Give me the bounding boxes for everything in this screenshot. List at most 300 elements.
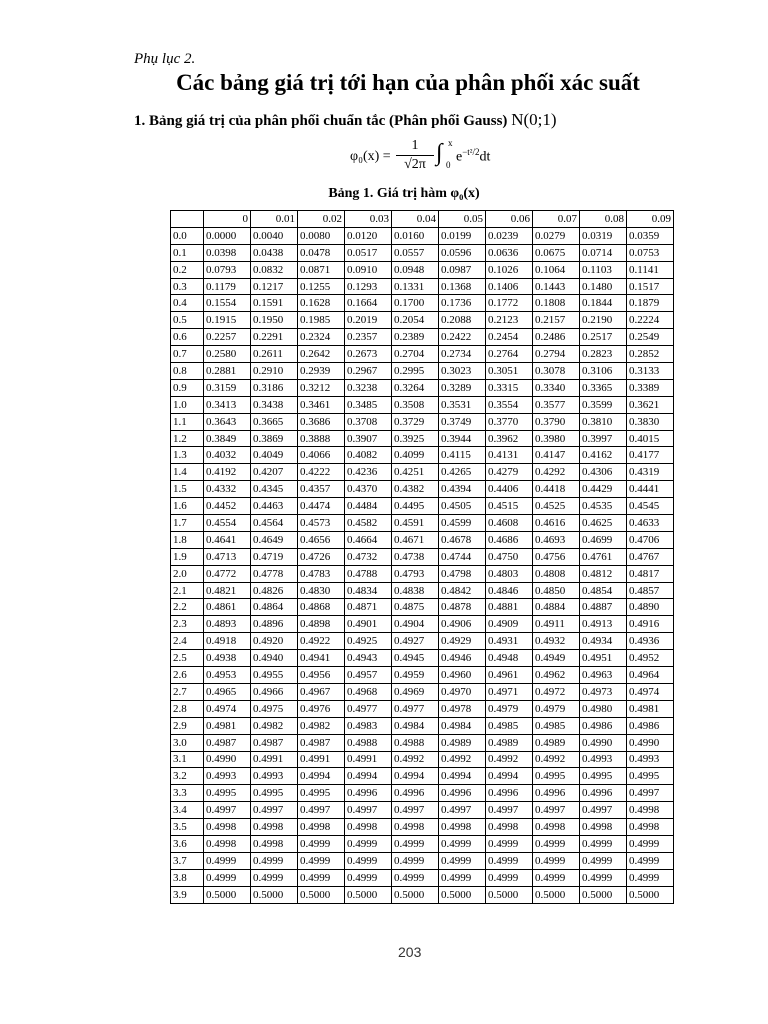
table-cell: 0.4957 [345, 667, 392, 684]
table-cell: 0.4994 [392, 768, 439, 785]
row-header: 1.9 [171, 548, 204, 565]
table-cell: 0.5000 [580, 886, 627, 903]
table-cell: 0.4997 [486, 802, 533, 819]
table-row [171, 667, 674, 684]
table-cell: 0.3869 [251, 430, 298, 447]
table-row [171, 819, 674, 836]
table-cell: 0.3643 [204, 413, 251, 430]
table-cell: 0.1808 [533, 295, 580, 312]
table-cell: 0.4992 [486, 751, 533, 768]
table-cell: 0.4719 [251, 548, 298, 565]
table-cell: 0.3238 [345, 379, 392, 396]
formula-lhs: φ₀(x) = [350, 149, 391, 164]
table-cell: 0.0910 [345, 261, 392, 278]
table-row [171, 751, 674, 768]
table-cell: 0.4968 [345, 683, 392, 700]
table-cell: 0.4997 [204, 802, 251, 819]
table-row [171, 785, 674, 802]
table-cell: 0.2486 [533, 329, 580, 346]
table-cell: 0.4945 [392, 650, 439, 667]
table-row [171, 683, 674, 700]
table-cell: 0.4861 [204, 599, 251, 616]
table-cell: 0.4994 [486, 768, 533, 785]
table-cell: 0.3212 [298, 379, 345, 396]
column-header: 0.05 [439, 211, 486, 228]
table-cell: 0.4608 [486, 515, 533, 532]
table-cell: 0.4940 [251, 650, 298, 667]
table-row [171, 346, 674, 363]
table-cell: 0.4834 [345, 582, 392, 599]
table-row [171, 413, 674, 430]
table-cell: 0.4868 [298, 599, 345, 616]
table-cell: 0.4699 [580, 531, 627, 548]
table-cell: 0.4999 [439, 869, 486, 886]
table-cell: 0.4938 [204, 650, 251, 667]
table-cell: 0.4732 [345, 548, 392, 565]
table-cell: 0.4932 [533, 633, 580, 650]
table-cell: 0.2611 [251, 346, 298, 363]
table-cell: 0.4798 [439, 565, 486, 582]
table-row [171, 227, 674, 244]
table-cell: 0.4846 [486, 582, 533, 599]
table-cell: 0.4738 [392, 548, 439, 565]
table-cell: 0.4251 [392, 464, 439, 481]
table-cell: 0.4772 [204, 565, 251, 582]
table-cell: 0.4989 [439, 734, 486, 751]
table-cell: 0.4664 [345, 531, 392, 548]
table-cell: 0.4943 [345, 650, 392, 667]
table-cell: 0.1591 [251, 295, 298, 312]
table-cell: 0.5000 [204, 886, 251, 903]
table-cell: 0.0517 [345, 244, 392, 261]
table-cell: 0.4911 [533, 616, 580, 633]
table-cell: 0.3554 [486, 396, 533, 413]
table-row [171, 531, 674, 548]
table-cell: 0.4987 [251, 734, 298, 751]
table-cell: 0.4793 [392, 565, 439, 582]
table-cell: 0.4999 [298, 835, 345, 852]
table-cell: 0.0557 [392, 244, 439, 261]
table-cell: 0.0319 [580, 227, 627, 244]
table-row [171, 599, 674, 616]
table-cell: 0.0714 [580, 244, 627, 261]
table-cell: 0.1879 [627, 295, 674, 312]
table-cell: 0.4394 [439, 481, 486, 498]
table-cell: 0.1480 [580, 278, 627, 295]
table-cell: 0.1915 [204, 312, 251, 329]
table-cell: 0.4830 [298, 582, 345, 599]
table-cell: 0.4999 [486, 869, 533, 886]
table-cell: 0.4993 [627, 751, 674, 768]
table-cell: 0.4881 [486, 599, 533, 616]
table-cell: 0.4920 [251, 633, 298, 650]
table-cell: 0.4999 [251, 869, 298, 886]
table-cell: 0.3830 [627, 413, 674, 430]
table-cell: 0.4972 [533, 683, 580, 700]
table-cell: 0.0120 [345, 227, 392, 244]
table-cell: 0.2881 [204, 363, 251, 380]
table-cell: 0.4983 [345, 717, 392, 734]
table-cell: 0.4162 [580, 447, 627, 464]
table-cell: 0.4265 [439, 464, 486, 481]
table-cell: 0.4319 [627, 464, 674, 481]
distribution-notation: N(0;1) [511, 110, 557, 129]
page-title: Các bảng giá trị tới hạn của phân phối xác suất [176, 70, 640, 95]
table-cell: 0.0239 [486, 227, 533, 244]
table-cell: 0.3770 [486, 413, 533, 430]
table-cell: 0.0199 [439, 227, 486, 244]
table-cell: 0.4996 [345, 785, 392, 802]
table-cell: 0.3106 [580, 363, 627, 380]
column-header: 0.02 [298, 211, 345, 228]
table-cell: 0.4678 [439, 531, 486, 548]
table-cell: 0.4990 [204, 751, 251, 768]
table-cell: 0.4633 [627, 515, 674, 532]
table-cell: 0.4994 [439, 768, 486, 785]
table-cell: 0.3849 [204, 430, 251, 447]
table-cell: 0.2054 [392, 312, 439, 329]
table-cell: 0.4975 [251, 700, 298, 717]
table-cell: 0.4989 [486, 734, 533, 751]
table-cell: 0.4357 [298, 481, 345, 498]
table-cell: 0.4896 [251, 616, 298, 633]
table-cell: 0.4429 [580, 481, 627, 498]
table-cell: 0.4871 [345, 599, 392, 616]
table-cell: 0.4999 [580, 869, 627, 886]
table-cell: 0.4974 [204, 700, 251, 717]
table-cell: 0.4999 [392, 869, 439, 886]
table-cell: 0.4993 [251, 768, 298, 785]
table-cell: 0.4808 [533, 565, 580, 582]
table-cell: 0.4082 [345, 447, 392, 464]
table-cell: 0.4991 [251, 751, 298, 768]
table-cell: 0.4535 [580, 498, 627, 515]
table-cell: 0.4989 [533, 734, 580, 751]
table-cell: 0.3980 [533, 430, 580, 447]
table-cell: 0.2517 [580, 329, 627, 346]
table-cell: 0.4875 [392, 599, 439, 616]
table-row [171, 515, 674, 532]
table-cell: 0.4890 [627, 599, 674, 616]
table-cell: 0.2357 [345, 329, 392, 346]
table-cell: 0.4996 [392, 785, 439, 802]
table-cell: 0.4998 [486, 819, 533, 836]
row-header: 0.9 [171, 379, 204, 396]
table-cell: 0.4625 [580, 515, 627, 532]
table-cell: 0.4999 [204, 852, 251, 869]
table-cell: 0.1700 [392, 295, 439, 312]
table-cell: 0.4909 [486, 616, 533, 633]
row-header: 3.5 [171, 819, 204, 836]
table-cell: 0.4927 [392, 633, 439, 650]
table-cell: 0.4969 [392, 683, 439, 700]
table-row [171, 447, 674, 464]
table-cell: 0.4591 [392, 515, 439, 532]
table-cell: 0.4995 [298, 785, 345, 802]
table-cell: 0.4967 [298, 683, 345, 700]
section-title-text: 1. Bảng giá trị của phân phối chuẩn tắc (Phân phối Gauss) [134, 113, 508, 129]
table-cell: 0.2157 [533, 312, 580, 329]
table-cell: 0.4999 [345, 835, 392, 852]
row-header: 3.3 [171, 785, 204, 802]
table-cell: 0.3365 [580, 379, 627, 396]
table-cell: 0.0871 [298, 261, 345, 278]
table-cell: 0.4999 [486, 835, 533, 852]
table-cell: 0.4946 [439, 650, 486, 667]
table-cell: 0.3962 [486, 430, 533, 447]
row-header: 0.4 [171, 295, 204, 312]
table-cell: 0.3944 [439, 430, 486, 447]
table-cell: 0.3133 [627, 363, 674, 380]
table-cell: 0.4995 [627, 768, 674, 785]
table-row [171, 498, 674, 515]
table-cell: 0.0438 [251, 244, 298, 261]
row-header: 1.1 [171, 413, 204, 430]
table-cell: 0.3078 [533, 363, 580, 380]
table-cell: 0.4992 [392, 751, 439, 768]
table-cell: 0.1985 [298, 312, 345, 329]
table-cell: 0.4922 [298, 633, 345, 650]
appendix-label: Phụ lục 2. [134, 51, 196, 67]
table-cell: 0.4049 [251, 447, 298, 464]
table-cell: 0.4292 [533, 464, 580, 481]
row-header: 2.9 [171, 717, 204, 734]
column-header: 0.09 [627, 211, 674, 228]
table-cell: 0.4332 [204, 481, 251, 498]
column-header: 0.07 [533, 211, 580, 228]
table-cell: 0.4995 [533, 768, 580, 785]
table-cell: 0.4970 [439, 683, 486, 700]
table-cell: 0.4370 [345, 481, 392, 498]
table-cell: 0.4934 [580, 633, 627, 650]
table-cell: 0.3461 [298, 396, 345, 413]
table-cell: 0.0636 [486, 244, 533, 261]
table-cell: 0.4207 [251, 464, 298, 481]
row-header: 1.3 [171, 447, 204, 464]
table-cell: 0.4441 [627, 481, 674, 498]
table-cell: 0.4222 [298, 464, 345, 481]
table-cell: 0.2995 [392, 363, 439, 380]
table-row [171, 700, 674, 717]
table-row [171, 734, 674, 751]
table-cell: 0.3708 [345, 413, 392, 430]
table-cell: 0.0675 [533, 244, 580, 261]
row-header: 2.5 [171, 650, 204, 667]
table-cell: 0.2910 [251, 363, 298, 380]
table-cell: 0.0000 [204, 227, 251, 244]
table-cell: 0.4474 [298, 498, 345, 515]
table-cell: 0.4965 [204, 683, 251, 700]
table-cell: 0.4599 [439, 515, 486, 532]
table-cell: 0.3315 [486, 379, 533, 396]
integral-upper-limit: x [448, 138, 453, 148]
table-cell: 0.4995 [204, 785, 251, 802]
table-cell: 0.2088 [439, 312, 486, 329]
section-heading [134, 110, 557, 130]
table-cell: 0.4686 [486, 531, 533, 548]
row-header: 3.1 [171, 751, 204, 768]
table-cell: 0.0793 [204, 261, 251, 278]
table-row [171, 802, 674, 819]
table-cell: 0.4999 [627, 869, 674, 886]
table-cell: 0.4147 [533, 447, 580, 464]
table-cell: 0.4998 [204, 835, 251, 852]
table-body [171, 227, 674, 903]
table-cell: 0.4959 [392, 667, 439, 684]
table-cell: 0.4279 [486, 464, 533, 481]
table-cell: 0.4998 [627, 802, 674, 819]
table-cell: 0.2422 [439, 329, 486, 346]
table-cell: 0.4971 [486, 683, 533, 700]
table-row [171, 869, 674, 886]
table-cell: 0.4463 [251, 498, 298, 515]
table-cell: 0.4998 [627, 819, 674, 836]
table-cell: 0.4999 [298, 852, 345, 869]
table-cell: 0.5000 [298, 886, 345, 903]
table-cell: 0.4545 [627, 498, 674, 515]
table-cell: 0.2939 [298, 363, 345, 380]
row-header: 1.6 [171, 498, 204, 515]
table-cell: 0.0832 [251, 261, 298, 278]
table-cell: 0.4744 [439, 548, 486, 565]
table-cell: 0.4857 [627, 582, 674, 599]
table-cell: 0.5000 [627, 886, 674, 903]
table-row [171, 616, 674, 633]
table-cell: 0.4999 [486, 852, 533, 869]
table-cell: 0.4996 [533, 785, 580, 802]
table-cell: 0.4997 [251, 802, 298, 819]
table-cell: 0.1772 [486, 295, 533, 312]
table-cell: 0.4990 [580, 734, 627, 751]
table-cell: 0.4998 [204, 819, 251, 836]
table-cell: 0.3599 [580, 396, 627, 413]
table-cell: 0.4992 [533, 751, 580, 768]
row-header: 2.3 [171, 616, 204, 633]
table-cell: 0.1255 [298, 278, 345, 295]
row-header: 0.1 [171, 244, 204, 261]
table-cell: 0.2324 [298, 329, 345, 346]
table-cell: 0.4981 [627, 700, 674, 717]
table-row [171, 363, 674, 380]
table-cell: 0.4998 [298, 819, 345, 836]
table-cell: 0.4986 [627, 717, 674, 734]
table-cell: 0.5000 [533, 886, 580, 903]
table-cell: 0.2734 [439, 346, 486, 363]
column-header: 0.06 [486, 211, 533, 228]
table-cell: 0.3413 [204, 396, 251, 413]
table-cell: 0.4821 [204, 582, 251, 599]
table-cell: 0.2704 [392, 346, 439, 363]
table-cell: 0.4936 [627, 633, 674, 650]
table-cell: 0.4979 [486, 700, 533, 717]
table-cell: 0.4906 [439, 616, 486, 633]
table-cell: 0.4977 [392, 700, 439, 717]
table-cell: 0.4961 [486, 667, 533, 684]
table-cell: 0.4177 [627, 447, 674, 464]
table-cell: 0.2580 [204, 346, 251, 363]
table-cell: 0.3925 [392, 430, 439, 447]
table-cell: 0.4990 [627, 734, 674, 751]
table-cell: 0.2823 [580, 346, 627, 363]
table-cell: 0.4192 [204, 464, 251, 481]
table-cell: 0.4525 [533, 498, 580, 515]
table-cell: 0.4955 [251, 667, 298, 684]
column-header: 0.08 [580, 211, 627, 228]
table-cell: 0.4099 [392, 447, 439, 464]
row-header: 2.7 [171, 683, 204, 700]
row-header: 0.3 [171, 278, 204, 295]
table-cell: 0.3289 [439, 379, 486, 396]
table-cell: 0.1293 [345, 278, 392, 295]
table-cell: 0.4904 [392, 616, 439, 633]
table-cell: 0.3389 [627, 379, 674, 396]
table-row [171, 481, 674, 498]
table-cell: 0.3023 [439, 363, 486, 380]
table-cell: 0.3577 [533, 396, 580, 413]
table-cell: 0.4998 [580, 819, 627, 836]
row-header: 0.6 [171, 329, 204, 346]
table-cell: 0.4997 [533, 802, 580, 819]
table-cell: 0.2123 [486, 312, 533, 329]
table-cell: 0.4993 [204, 768, 251, 785]
table-cell: 0.1141 [627, 261, 674, 278]
row-header: 1.2 [171, 430, 204, 447]
table-cell: 0.4418 [533, 481, 580, 498]
table-cell: 0.3186 [251, 379, 298, 396]
table-cell: 0.3051 [486, 363, 533, 380]
table-cell: 0.1406 [486, 278, 533, 295]
table-cell: 0.4999 [580, 852, 627, 869]
row-header: 3.7 [171, 852, 204, 869]
table-cell: 0.4864 [251, 599, 298, 616]
table-cell: 0.2967 [345, 363, 392, 380]
table-cell: 0.4976 [298, 700, 345, 717]
table-cell: 0.4998 [251, 835, 298, 852]
table-cell: 0.4656 [298, 531, 345, 548]
table-cell: 0.4693 [533, 531, 580, 548]
table-cell: 0.4761 [580, 548, 627, 565]
table-row [171, 565, 674, 582]
table-cell: 0.4767 [627, 548, 674, 565]
table-cell: 0.4988 [345, 734, 392, 751]
table-cell: 0.4931 [486, 633, 533, 650]
table-cell: 0.4382 [392, 481, 439, 498]
row-header: 2.6 [171, 667, 204, 684]
table-cell: 0.3888 [298, 430, 345, 447]
table-cell: 0.4115 [439, 447, 486, 464]
table-cell: 0.4964 [627, 667, 674, 684]
table-cell: 0.4345 [251, 481, 298, 498]
table-row [171, 278, 674, 295]
table-cell: 0.4803 [486, 565, 533, 582]
table-cell: 0.4960 [439, 667, 486, 684]
table-cell: 0.4985 [533, 717, 580, 734]
table-cell: 0.2549 [627, 329, 674, 346]
table-cell: 0.4982 [298, 717, 345, 734]
row-header: 3.0 [171, 734, 204, 751]
table-cell: 0.0596 [439, 244, 486, 261]
row-header: 2.4 [171, 633, 204, 650]
table-cell: 0.4131 [486, 447, 533, 464]
table-row [171, 835, 674, 852]
table-cell: 0.4999 [392, 835, 439, 852]
table-cell: 0.1736 [439, 295, 486, 312]
column-header: 0.01 [251, 211, 298, 228]
table-cell: 0.0948 [392, 261, 439, 278]
table-cell: 0.4756 [533, 548, 580, 565]
row-header: 0.5 [171, 312, 204, 329]
table-cell: 0.4998 [439, 819, 486, 836]
